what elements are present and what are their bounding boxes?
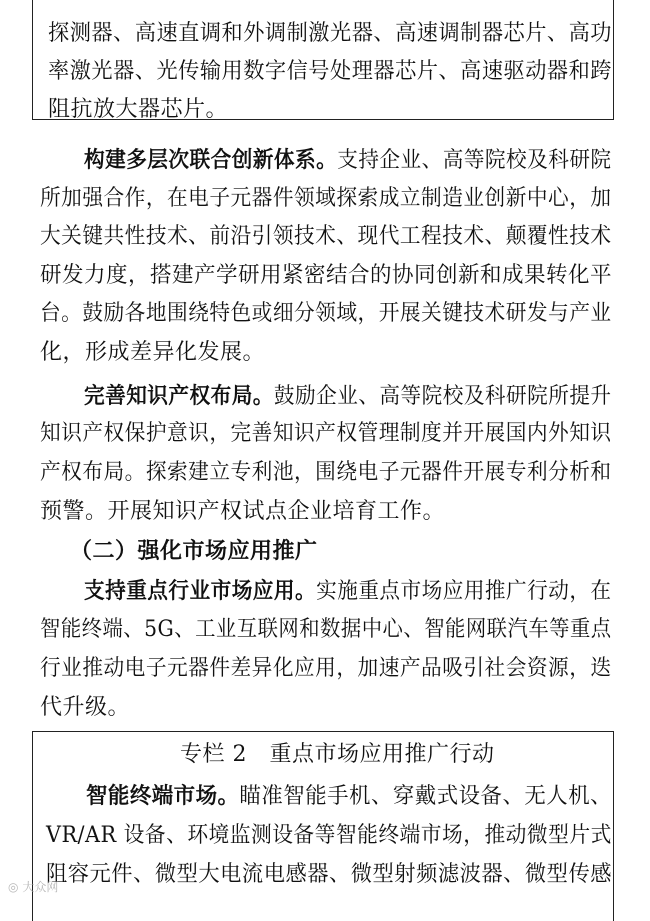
para1-line-2: 所加强合作，在电子元器件领域探索成立制造业创新中心，加 [40, 186, 612, 211]
para3-heading: 支持重点行业市场应用。 [84, 578, 317, 604]
para1-heading: 构建多层次联合创新体系。 [84, 147, 338, 173]
para2-first-rest: 鼓励企业、高等院校及科研院所提升 [273, 384, 612, 409]
para3-line-4: 代升级。 [40, 695, 131, 720]
column-2-line-2: VR/AR 设备、环境监测设备等智能终端市场，推动微型片式 [46, 823, 612, 848]
column-2-line-3: 阻容元件、微型大电流电感器、微型射频滤波器、微型传感 [46, 862, 613, 887]
column-2-title: 专栏 2 重点市场应用推广行动 [180, 742, 495, 767]
para1-line-5: 台。鼓励各地围绕特色或细分领域，开展关键技术研发与产业 [40, 301, 612, 326]
para2-line-2: 知识产权保护意识，完善知识产权管理制度并开展国内外知识 [40, 421, 612, 446]
para2-line-3: 产权布局。探索建立专利池，围绕电子元器件开展专利分析和 [40, 460, 612, 485]
para1-first-rest: 支持企业、高等院校及科研院 [337, 148, 612, 173]
top-box-line-3: 阻抗放大器芯片。 [48, 97, 229, 122]
para1-line-3: 大关键共性技术、前沿引领技术、现代工程技术、颠覆性技术 [40, 224, 612, 249]
para2-line-1 [84, 383, 612, 410]
watermark-logo [8, 878, 58, 895]
watermark-icon: ◎ [8, 880, 19, 894]
para3-line-2: 智能终端、5G、工业互联网和数据中心、智能网联汽车等重点 [40, 617, 612, 642]
para3-first-rest: 实施重点市场应用推广行动，在 [316, 579, 612, 604]
column-2-heading: 智能终端市场。 [86, 783, 240, 809]
para1-line-1 [84, 147, 612, 174]
watermark-text: 大众网 [22, 880, 59, 894]
para2-heading: 完善知识产权布局。 [84, 383, 274, 409]
para3-line-1 [84, 578, 612, 605]
column-2-line-1 [86, 783, 612, 810]
para3-line-3: 行业推动电子元器件差异化应用，加速产品吸引社会资源，迭 [40, 656, 612, 681]
section-heading: （二）强化市场应用推广 [70, 538, 318, 564]
para1-line-4: 研发力度，搭建产学研用紧密结合的协同创新和成果转化平 [40, 263, 613, 288]
para2-line-4: 预警。开展知识产权试点企业培育工作。 [40, 499, 446, 524]
column-2-first-rest: 瞄准智能手机、穿戴式设备、无人机、 [239, 784, 613, 809]
top-box-line-1: 探测器、高速直调和外调制激光器、高速调制器芯片、高功 [48, 21, 613, 46]
top-box-line-2: 率激光器、光传输用数字信号处理器芯片、高速驱动器和跨 [48, 59, 613, 84]
para1-line-6: 化，形成差异化发展。 [40, 340, 266, 365]
